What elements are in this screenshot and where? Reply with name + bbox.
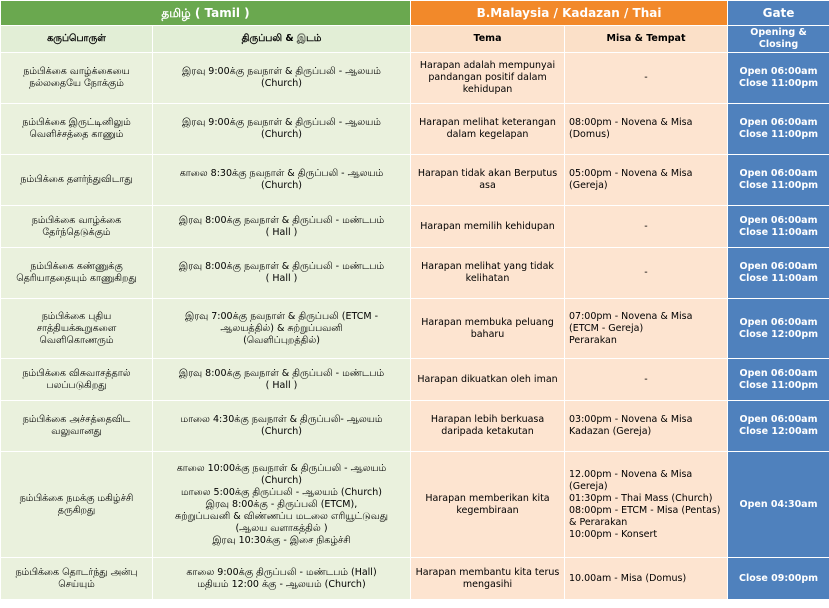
gate-cell xyxy=(728,155,829,206)
gate-time: Close 11:00am xyxy=(739,273,818,284)
mass-ta-column-header: திருப்பலி & இடம் xyxy=(153,26,411,53)
gate-header: Gate xyxy=(728,1,829,26)
mass-ta-line: இரவு 8:00க்கு நவநாள் & திருப்பலி - மண்டபம் xyxy=(178,367,385,379)
gate-time: Open 06:00am xyxy=(739,414,818,425)
misa-line: - xyxy=(644,220,648,232)
misa-line: 05:00pm - Novena & Misa xyxy=(569,168,693,179)
gate-cell xyxy=(728,53,829,104)
misa-cell xyxy=(565,53,728,104)
misa-cell xyxy=(565,401,728,452)
mass-ta-line: இரவு 8:00க்கு நவநாள் & திருப்பலி - மண்டபம் xyxy=(178,214,385,226)
schedule-row xyxy=(1,53,829,104)
theme-ta-cell: நம்பிக்கை தளர்ந்துவிடாது xyxy=(1,155,153,206)
gate-time: Close 09:00pm xyxy=(738,572,819,584)
theme-ta-cell: நம்பிக்கை வாழ்க்கையை நல்லதையே நோக்கும் xyxy=(1,53,153,104)
mass-ta-line: காலை 9:00க்கு திருப்பலி - மண்டபம் (Hall) xyxy=(186,566,377,578)
misa-cell xyxy=(565,248,728,299)
gate-time: Close 11:00pm xyxy=(738,379,819,391)
misa-line: 10.00am - Misa (Domus) xyxy=(569,572,687,584)
misa-cell xyxy=(565,104,728,155)
mass-ta-line: (வெளிப்புறத்தில்) xyxy=(243,334,320,346)
misa-cell xyxy=(565,155,728,206)
tema-cell: Harapan membantu kita terus mengasihi xyxy=(411,558,565,600)
gate-cell xyxy=(728,558,829,600)
mass-ta-cell xyxy=(153,452,411,558)
theme-ta-cell: நம்பிக்கை இருட்டினிலும் வெளிச்சத்தை காணும் xyxy=(1,104,153,155)
misa-line: 03:00pm - Novena & Misa xyxy=(569,414,693,425)
mass-ta-cell xyxy=(153,53,411,104)
language-header-row xyxy=(1,1,829,26)
gate-time: Open 06:00am xyxy=(739,214,818,226)
gate-cell xyxy=(728,299,829,359)
tema-cell: Harapan memilih kehidupan xyxy=(411,206,565,248)
gate-cell xyxy=(728,206,829,248)
gate-time: Open 06:00am xyxy=(739,117,818,128)
theme-ta-cell: நம்பிக்கை கண்ணுக்கு தெரியாததையும் காணுகிறது xyxy=(1,248,153,299)
misa-line: (ETCM - Gereja) xyxy=(569,322,644,334)
mass-ta-line: இரவு 7:00க்கு நவநாள் & திருப்பலி (ETCM - ஆலயத்தில்) & சுற்றுப்பவனி xyxy=(185,310,378,334)
tema-cell: Harapan tidak akan Berputus asa xyxy=(411,155,565,206)
mass-ta-line: (Church) xyxy=(260,474,303,486)
misa-line: - xyxy=(644,72,648,83)
misa-cell xyxy=(565,452,728,558)
schedule-row xyxy=(1,359,829,401)
tema-cell: Harapan dikuatkan oleh iman xyxy=(411,359,565,401)
mass-ta-cell xyxy=(153,104,411,155)
misa-line: (Domus) xyxy=(569,129,610,140)
mass-ta-cell xyxy=(153,401,411,452)
mass-ta-line: இரவு 8:00க்கு நவநாள் & திருப்பலி - மண்டபம் xyxy=(178,261,385,272)
misa-cell xyxy=(565,206,728,248)
schedule-row xyxy=(1,206,829,248)
mass-ta-line: மாலை 4:30க்கு நவநாள் & திருப்பலி- ஆலயம் xyxy=(180,414,383,425)
mass-ta-cell xyxy=(153,248,411,299)
misa-cell xyxy=(565,359,728,401)
misa-line: - xyxy=(644,267,648,278)
mass-ta-line: (Church) xyxy=(260,129,303,140)
theme-ta-cell: நம்பிக்கை நமக்கு மகிழ்ச்சி தருகிறது xyxy=(1,452,153,558)
gate-column-header: Opening & Closing xyxy=(728,26,829,53)
tema-column-header: Tema xyxy=(411,26,565,53)
misa-line: (Gereja) xyxy=(569,480,608,492)
misa-line: 07:00pm - Novena & Misa xyxy=(569,310,693,322)
mass-ta-line: காலை 10:00க்கு நவநாள் & திருப்பலி - ஆலயம் xyxy=(176,462,387,474)
malay-kadazan-thai-header: B.Malaysia / Kadazan / Thai xyxy=(411,1,728,26)
gate-cell xyxy=(728,359,829,401)
schedule-row xyxy=(1,104,829,155)
gate-cell xyxy=(728,452,829,558)
mass-ta-line: காலை 8:30க்கு நவநாள் & திருப்பலி - ஆலயம் xyxy=(179,168,384,179)
tema-cell: Harapan melihat yang tidak kelihatan xyxy=(411,248,565,299)
schedule-row xyxy=(1,248,829,299)
schedule-row xyxy=(1,401,829,452)
mass-ta-cell xyxy=(153,206,411,248)
mass-ta-line: இரவு 9:00க்கு நவநாள் & திருப்பலி - ஆலயம் xyxy=(182,117,381,128)
gate-cell xyxy=(728,248,829,299)
gate-time: Open 06:00am xyxy=(739,316,818,328)
misa-column-header: Misa & Tempat xyxy=(565,26,728,53)
gate-cell xyxy=(728,104,829,155)
mass-ta-line: (Church) xyxy=(260,426,303,437)
misa-line: (Gereja) xyxy=(569,180,608,191)
misa-line: 08:00pm - Novena & Misa xyxy=(569,117,693,128)
gate-time: Close 11:00pm xyxy=(738,180,819,191)
mass-ta-line: இரவு 10:30க்கு - இசை நிகழ்ச்சி xyxy=(212,534,351,546)
gate-time: Open 06:00am xyxy=(739,66,818,77)
misa-line: Kadazan (Gereja) xyxy=(569,426,652,437)
theme-ta-column-header: கருப்பொருள் xyxy=(1,26,153,53)
schedule-row xyxy=(1,452,829,558)
theme-ta-cell: நம்பிக்கை தொடர்ந்து அன்பு செய்யும் xyxy=(1,558,153,600)
gate-cell xyxy=(728,401,829,452)
theme-ta-cell: நம்பிக்கை விசுவாசத்தால் பலப்படுகிறது xyxy=(1,359,153,401)
misa-cell xyxy=(565,558,728,600)
mass-ta-line: (Church) xyxy=(260,78,303,89)
mass-ta-line: இரவு 9:00க்கு நவநாள் & திருப்பலி - ஆலயம் xyxy=(182,66,381,77)
gate-time: Close 12:00am xyxy=(739,426,818,437)
misa-line: - xyxy=(644,373,648,385)
mass-ta-line: (Church) xyxy=(260,180,303,191)
misa-line: 01:30pm - Thai Mass (Church) xyxy=(569,492,713,504)
theme-ta-cell: நம்பிக்கை அச்சத்தைவிட வலுவானது xyxy=(1,401,153,452)
mass-ta-line: (ஆலய வளாகத்தில் ) xyxy=(235,522,328,534)
tema-cell: Harapan melihat keterangan dalam kegelapan xyxy=(411,104,565,155)
mass-ta-line: ( Hall ) xyxy=(265,273,298,284)
mass-ta-cell xyxy=(153,299,411,359)
theme-ta-cell: நம்பிக்கை புதிய சாத்தியக்கூறுகளை வெளிகொணரும் xyxy=(1,299,153,359)
tema-cell: Harapan memberikan kita kegembiraan xyxy=(411,452,565,558)
tema-cell: Harapan lebih berkuasa daripada ketakutan xyxy=(411,401,565,452)
schedule-row xyxy=(1,155,829,206)
tema-cell: Harapan membuka peluang baharu xyxy=(411,299,565,359)
misa-line: & Perarakan xyxy=(569,516,628,528)
tema-cell: Harapan adalah mempunyai pandangan positif dalam kehidupan xyxy=(411,53,565,104)
mass-ta-line: சுற்றுப்பவனி & விண்ணப்ப மடலை எரியூட்டுவது xyxy=(175,510,388,522)
column-header-row xyxy=(1,26,829,53)
misa-cell xyxy=(565,299,728,359)
gate-time: Open 04:30am xyxy=(739,498,818,510)
gate-time: Open 06:00am xyxy=(739,367,818,379)
tamil-header: தமிழ் ( Tamil ) xyxy=(1,1,411,26)
mass-ta-cell xyxy=(153,155,411,206)
gate-time: Close 11:00pm xyxy=(738,78,819,89)
gate-time: Close 11:00pm xyxy=(738,129,819,140)
misa-line: Perarakan xyxy=(569,334,617,346)
theme-ta-cell: நம்பிக்கை வாழ்க்கை தேர்ந்தெடுக்கும் xyxy=(1,206,153,248)
mass-ta-line: மதியம் 12:00 க்கு - ஆலயம் (Church) xyxy=(197,578,366,590)
gate-time: Close 12:00pm xyxy=(738,328,819,340)
misa-line: 12.00pm - Novena & Misa xyxy=(569,468,693,480)
schedule-row xyxy=(1,299,829,359)
mass-ta-cell xyxy=(153,359,411,401)
gate-time: Open 06:00am xyxy=(739,261,818,272)
misa-line: 08:00pm - ETCM - Misa (Pentas) xyxy=(569,504,721,516)
mass-ta-line: மாலை 5:00க்கு திருப்பலி - ஆலயம் (Church) xyxy=(181,486,382,498)
misa-line: 10:00pm - Konsert xyxy=(569,528,658,540)
schedule-row xyxy=(1,558,829,600)
mass-ta-cell xyxy=(153,558,411,600)
mass-ta-line: ( Hall ) xyxy=(265,379,298,391)
gate-time: Open 06:00am xyxy=(739,168,818,179)
mass-ta-line: ( Hall ) xyxy=(265,226,298,238)
gate-time: Close 11:00am xyxy=(739,226,818,238)
mass-ta-line: இரவு 8:00க்கு - திருப்பலி (ETCM), xyxy=(205,498,358,510)
